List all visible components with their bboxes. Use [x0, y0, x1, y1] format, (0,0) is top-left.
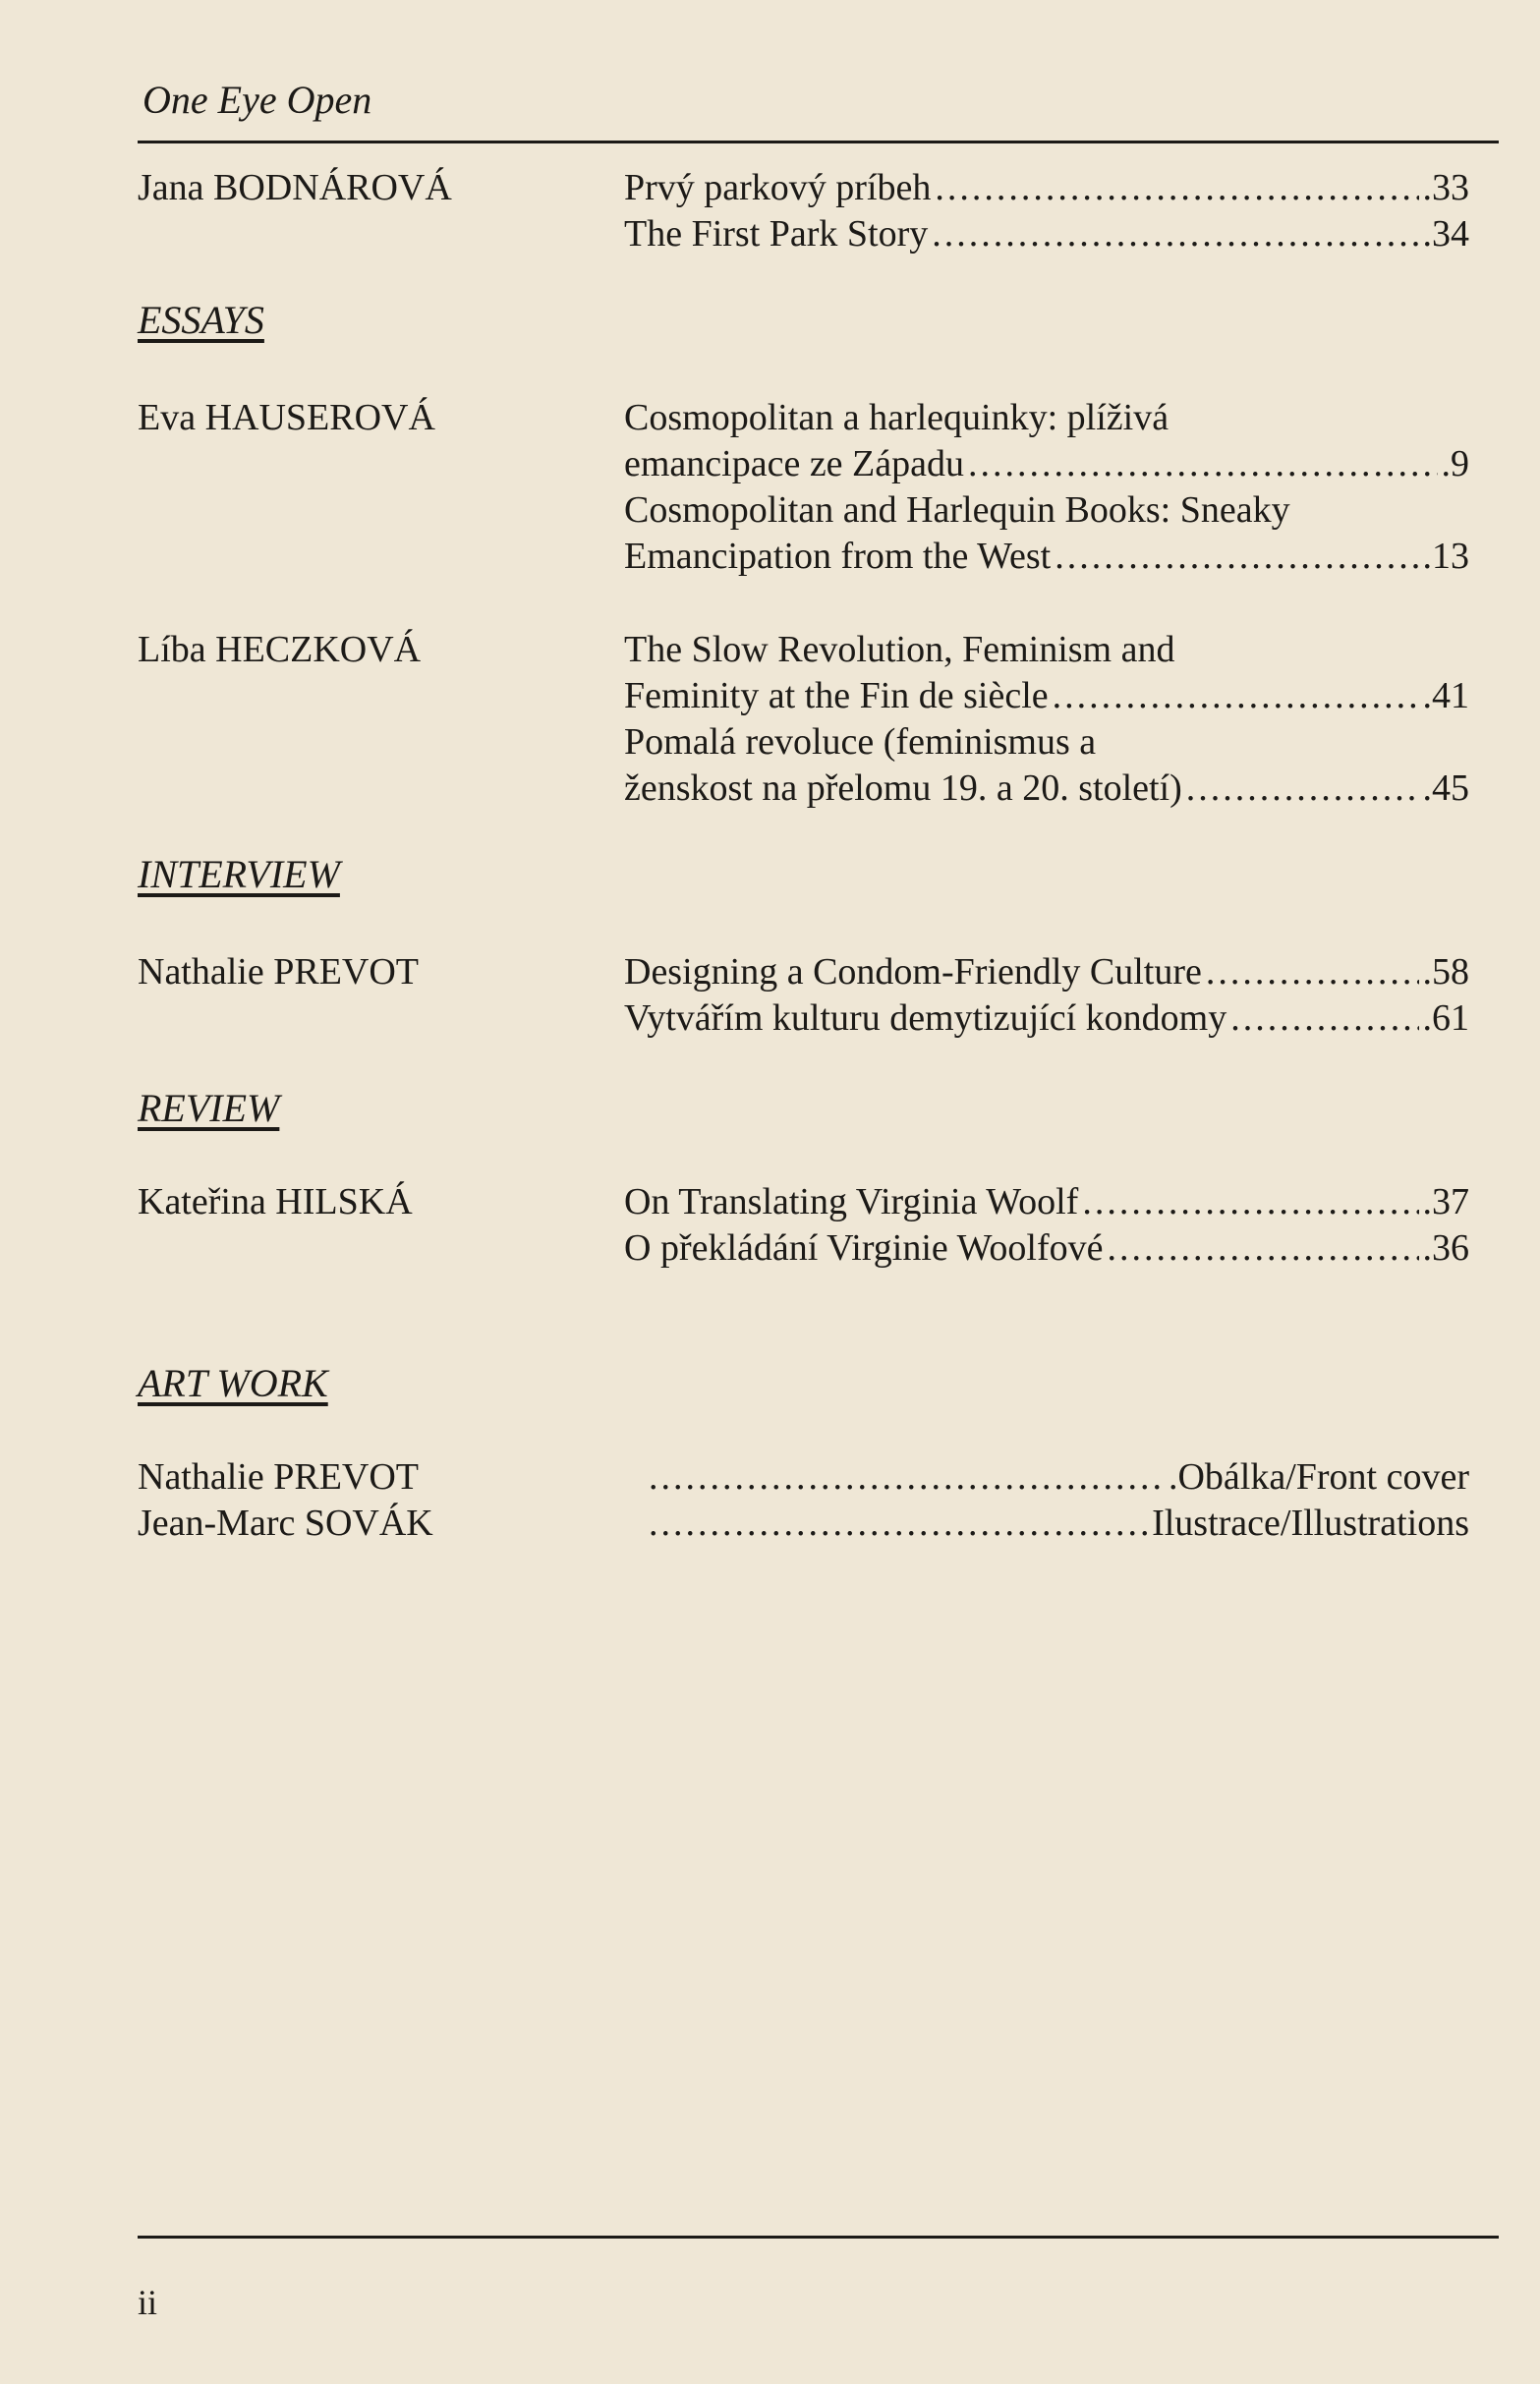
- page-number: .9: [1441, 443, 1469, 484]
- leader-dots: [932, 211, 1418, 257]
- toc-title-line: The Slow Revolution, Feminism and: [624, 629, 1175, 670]
- toc-title: O překládání Virginie Woolfové: [624, 1227, 1104, 1269]
- page-number: .33: [1422, 167, 1469, 208]
- toc-title: emancipace ze Západu: [624, 443, 964, 484]
- page-number: .45: [1422, 767, 1469, 809]
- toc-title-line: Cosmopolitan and Harlequin Books: Sneaky: [624, 489, 1290, 531]
- title-list: [624, 1179, 1469, 1272]
- artist-list: [138, 1454, 433, 1547]
- page-number: .13: [1422, 536, 1469, 577]
- leader-dots: [935, 165, 1418, 211]
- title-list: [624, 949, 1469, 1042]
- credit-line: [649, 1501, 1469, 1547]
- toc-line: [624, 766, 1469, 812]
- toc-title: The First Park Story: [624, 213, 929, 255]
- toc-title: On Translating Virginia Woolf: [624, 1181, 1079, 1222]
- toc-title: Designing a Condom-Friendly Culture: [624, 951, 1202, 993]
- author-name: Nathalie PREVOT: [138, 951, 420, 993]
- leader-dots: [968, 441, 1438, 487]
- toc-line: [624, 1225, 1469, 1272]
- credit-label: .Obálka/Front cover: [1168, 1456, 1469, 1498]
- credit-line: [649, 1454, 1469, 1501]
- section-heading-artwork: ART WORK: [138, 1361, 328, 1405]
- leader-dots: [1186, 766, 1419, 812]
- leader-dots: [1082, 1179, 1418, 1225]
- credit-label: Ilustrace/Illustrations: [1152, 1503, 1469, 1544]
- author-name: Líba HECZKOVÁ: [138, 629, 422, 670]
- leader-dots: [1108, 1225, 1419, 1272]
- page-number: .37: [1422, 1181, 1469, 1222]
- toc-title: Feminity at the Fin de siècle: [624, 675, 1049, 716]
- toc-line: [624, 949, 1469, 995]
- toc-line: [624, 165, 1469, 211]
- credit-list: [649, 1454, 1469, 1547]
- toc-title: Prvý parkový príbeh: [624, 167, 932, 208]
- toc-line: [624, 995, 1469, 1042]
- running-head: One Eye Open: [143, 78, 372, 122]
- leader-dots: [1230, 995, 1418, 1042]
- author-name: Kateřina HILSKÁ: [138, 1181, 413, 1222]
- page-number: .41: [1422, 675, 1469, 716]
- toc-title-line: Cosmopolitan a harlequinky: plíživá: [624, 397, 1169, 438]
- section-heading-essays: ESSAYS: [138, 298, 264, 342]
- toc-line: [624, 441, 1469, 487]
- toc-title: Emancipation from the West: [624, 536, 1052, 577]
- leader-dots: [649, 1454, 1165, 1501]
- page-folio: ii: [138, 2283, 158, 2322]
- footer-rule: [138, 2236, 1499, 2239]
- section-heading-review: REVIEW: [138, 1086, 280, 1130]
- author-name: Nathalie PREVOT: [138, 1456, 420, 1498]
- page-number: .61: [1422, 997, 1469, 1039]
- leader-dots: [649, 1501, 1148, 1547]
- author-name: Eva HAUSEROVÁ: [138, 397, 435, 438]
- toc-line: [624, 1179, 1469, 1225]
- page-number: .34: [1422, 213, 1469, 255]
- leader-dots: [1055, 534, 1418, 580]
- toc-title: ženskost na přelomu 19. a 20. století): [624, 767, 1182, 809]
- leader-dots: [1053, 673, 1419, 719]
- toc-title-line: Pomalá revoluce (feminismus a: [624, 721, 1097, 763]
- title-list: [624, 395, 1469, 580]
- header-rule: [138, 141, 1499, 143]
- page-number: .36: [1422, 1227, 1469, 1269]
- section-heading-interview: INTERVIEW: [138, 852, 340, 896]
- page-number: .58: [1422, 951, 1469, 993]
- leader-dots: [1206, 949, 1419, 995]
- toc-title: Vytvářím kulturu demytizující kondomy: [624, 997, 1227, 1039]
- author-name: Jana BODNÁROVÁ: [138, 167, 452, 208]
- toc-line: [624, 211, 1469, 257]
- author-name: Jean-Marc SOVÁK: [138, 1503, 433, 1544]
- title-list: [624, 165, 1469, 257]
- toc-line: [624, 534, 1469, 580]
- title-list: [624, 627, 1469, 812]
- toc-line: [624, 673, 1469, 719]
